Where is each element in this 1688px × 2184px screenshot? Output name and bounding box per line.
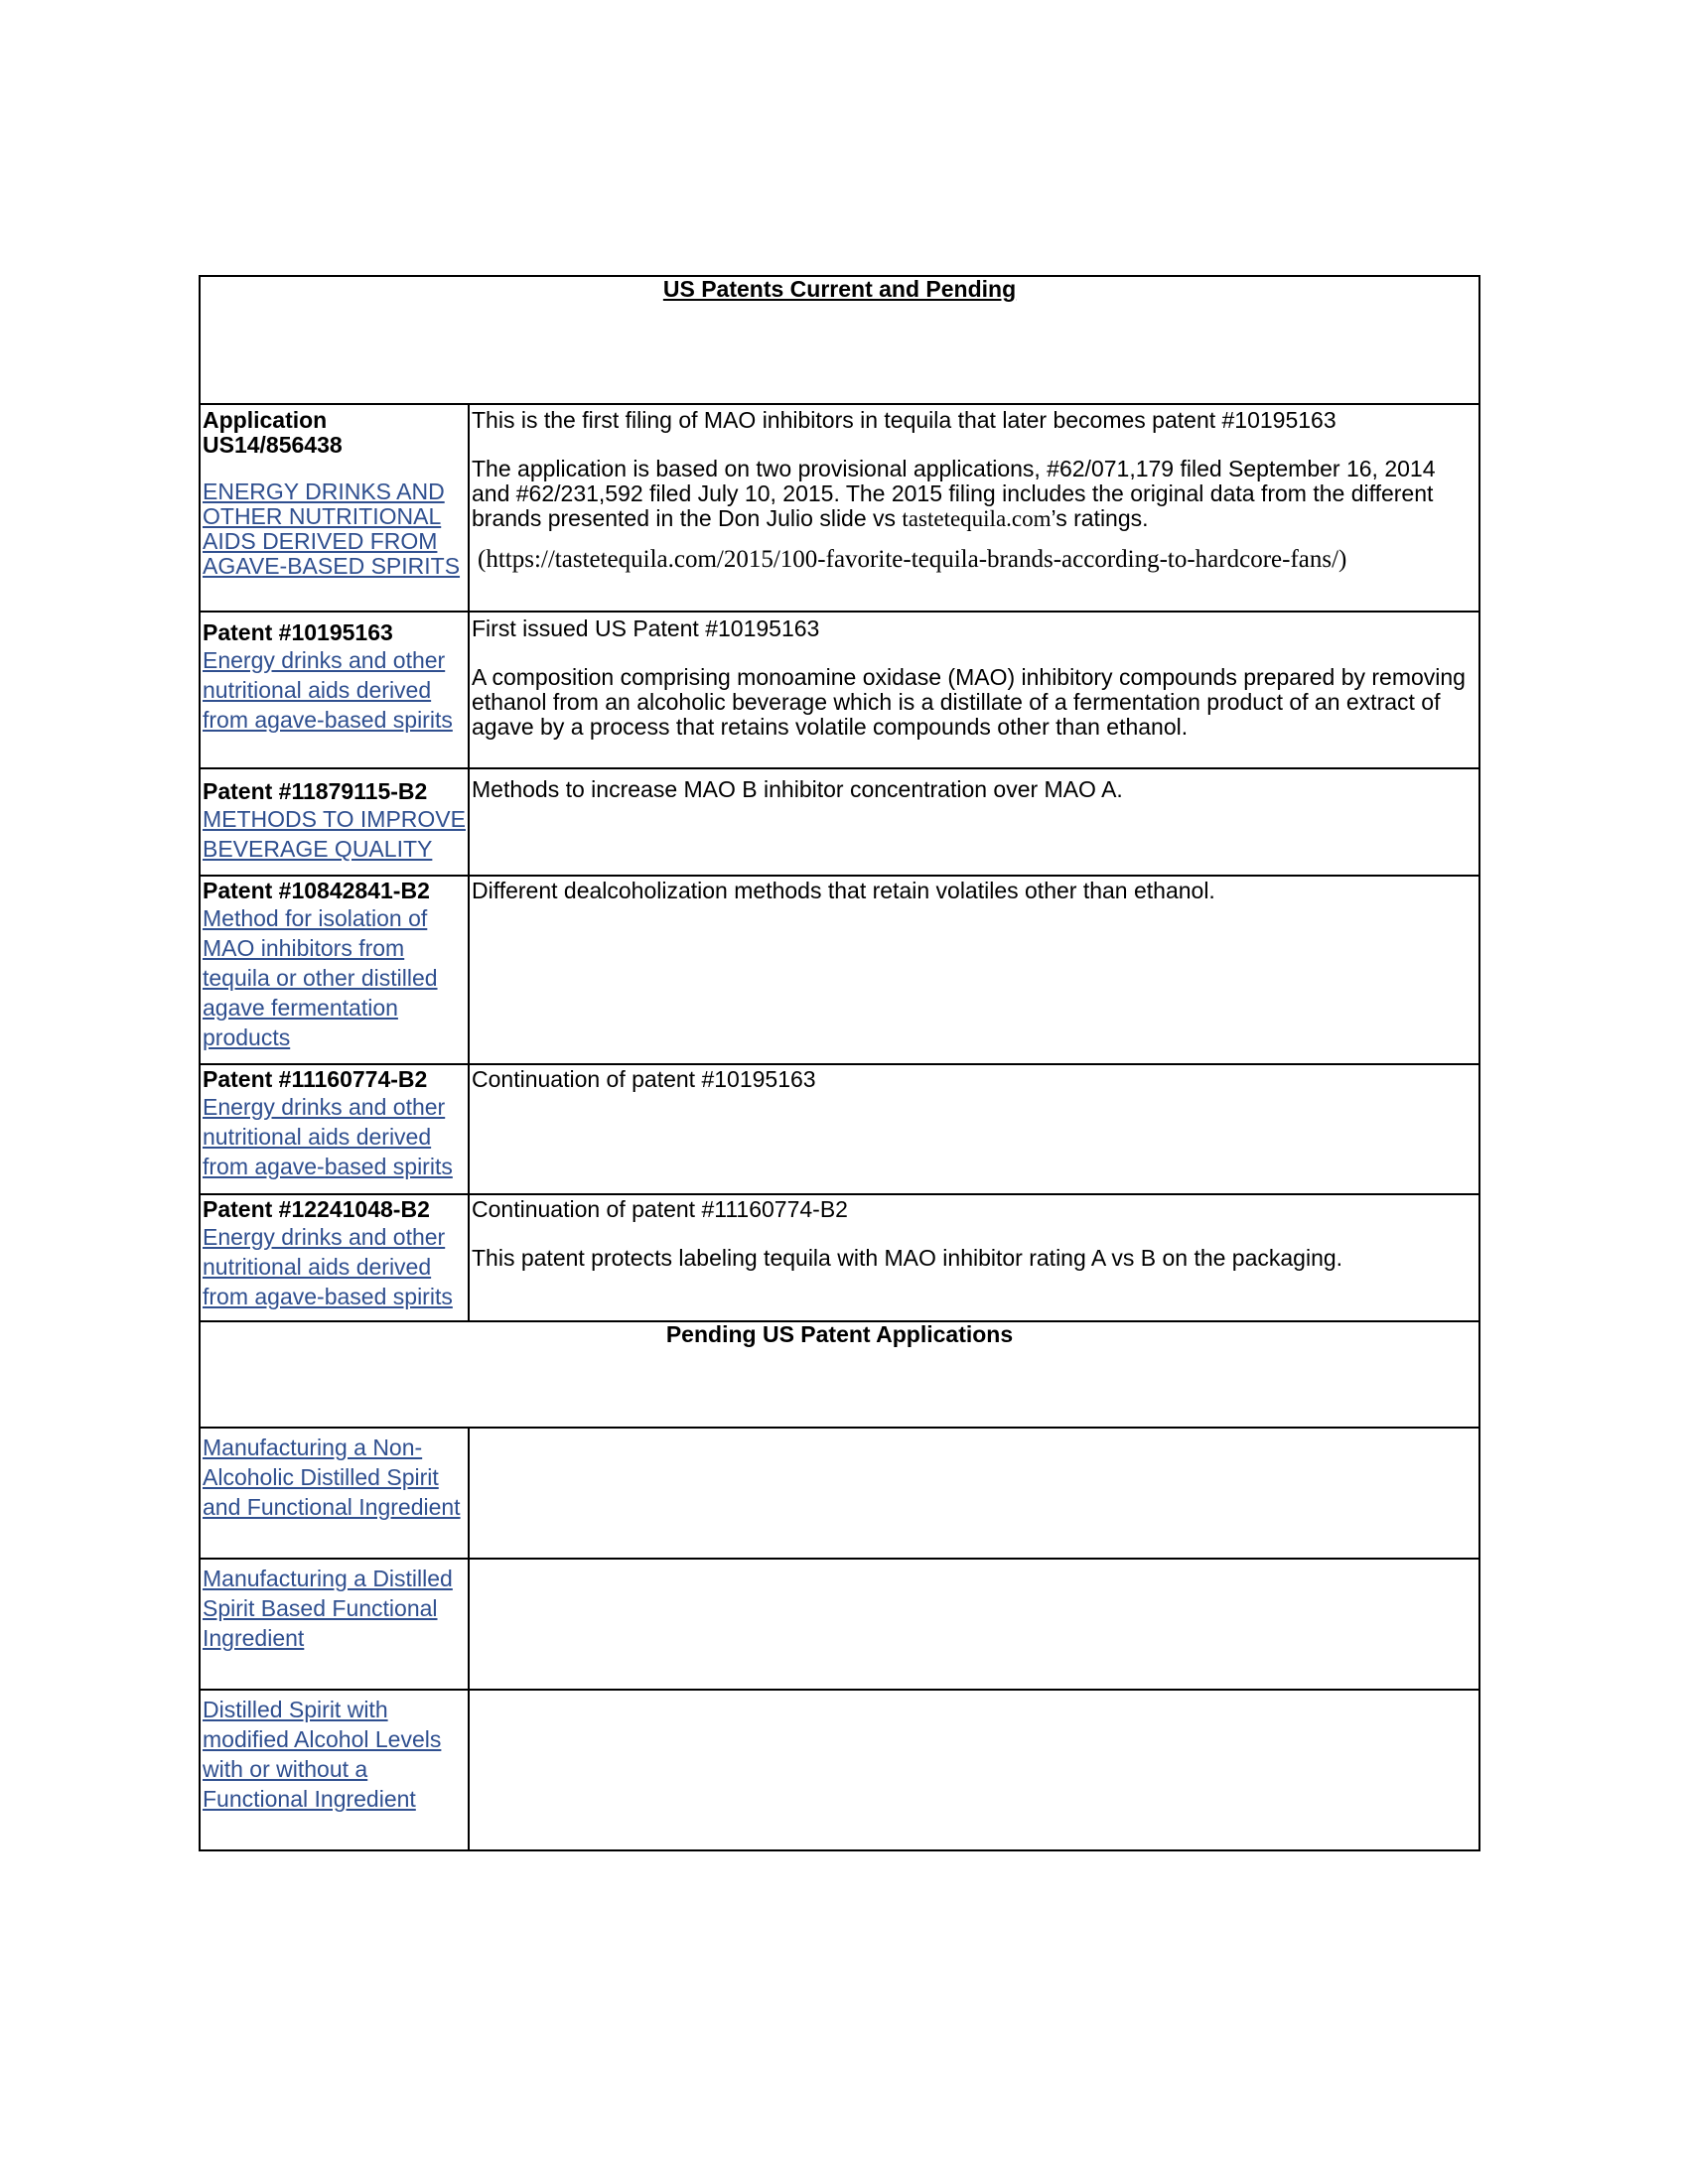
source-url: (https://tastetequila.com/2015/100-favorite-tequila-brands-according-to-hardcore-fans/)	[478, 546, 1347, 573]
patent-id-cell	[200, 612, 469, 768]
description-text-part: The application is based on two provisional applications, #62/071,179 filed September 16, 2014 and #62/231,592 filed July 10, 2015. The 2015 filing includes the original data from the different brands presented in the Don Julio slide vs	[472, 456, 1436, 531]
patent-title-link[interactable]: Energy drinks and other nutritional aids derived from agave-based spirits	[203, 647, 453, 733]
patent-id-cell	[200, 876, 469, 1064]
patent-title-link[interactable]: Energy drinks and other nutritional aids derived from agave-based spirits	[203, 1094, 453, 1179]
patent-description-cell	[469, 1064, 1479, 1194]
patent-description-cell	[469, 1194, 1479, 1321]
patent-id-cell	[200, 1194, 469, 1321]
patent-title-link[interactable]: Method for isolation of MAO inhibitors from tequila or other distilled agave fermentation products	[203, 905, 438, 1050]
patent-id: Patent #10195163	[203, 619, 393, 645]
description-text: Continuation of patent #10195163	[472, 1066, 816, 1092]
section-heading: Pending US Patent Applications	[665, 1321, 1014, 1347]
description-text-part: ’s ratings.	[1051, 505, 1149, 531]
pending-description-cell	[469, 1690, 1479, 1850]
site-name: tastetequila.com	[902, 506, 1052, 531]
section-row	[200, 1321, 1479, 1428]
title-cell	[200, 276, 1479, 404]
patent-id-cell	[200, 768, 469, 876]
description-text	[472, 457, 1477, 531]
description-text: First issued US Patent #10195163	[472, 615, 820, 641]
pending-title-cell	[200, 1559, 469, 1690]
table-row	[200, 1194, 1479, 1321]
description-text: This patent protects labeling tequila with MAO inhibitor rating A vs B on the packaging.	[472, 1245, 1343, 1271]
pending-description-cell	[469, 1559, 1479, 1690]
table-row	[200, 876, 1479, 1064]
pending-application-link[interactable]: Distilled Spirit with modified Alcohol Levels with or without a Functional Ingredient	[203, 1697, 442, 1812]
title-row	[200, 276, 1479, 404]
patent-title-link[interactable]: ENERGY DRINKS AND OTHER NUTRITIONAL AIDS DERIVED FROM AGAVE-BASED SPIRITS	[203, 478, 461, 579]
description-text: This is the first filing of MAO inhibitors in tequila that later becomes patent #10195163	[472, 407, 1336, 433]
patent-description-cell	[469, 876, 1479, 1064]
pending-title-cell	[200, 1690, 469, 1850]
pending-application-link[interactable]: Manufacturing a Distilled Spirit Based Functional Ingredient	[203, 1566, 453, 1651]
table-row	[200, 1559, 1479, 1690]
table-row	[200, 1690, 1479, 1850]
patent-description-cell	[469, 612, 1479, 768]
patent-description-cell	[469, 404, 1479, 612]
table-row	[200, 404, 1479, 612]
section-cell	[200, 1321, 1479, 1428]
patent-title-link[interactable]: METHODS TO IMPROVE BEVERAGE QUALITY	[203, 806, 466, 862]
table-row	[200, 612, 1479, 768]
description-text: Methods to increase MAO B inhibitor concentration over MAO A.	[472, 776, 1123, 802]
patent-id: Patent #10842841-B2	[203, 878, 430, 903]
pending-description-cell	[469, 1428, 1479, 1559]
patent-id-cell	[200, 404, 469, 612]
patent-id-cell	[200, 1064, 469, 1194]
patents-table	[199, 275, 1480, 1851]
patent-id: Application US14/856438	[203, 407, 343, 458]
table-title: US Patents Current and Pending	[662, 276, 1017, 302]
pending-application-link[interactable]: Manufacturing a Non-Alcoholic Distilled Spirit and Functional Ingredient	[203, 1434, 461, 1520]
description-text: A composition comprising monoamine oxidase (MAO) inhibitory compounds prepared by removing ethanol from an alcoholic beverage which is a distillate of a fermentation product of an extract of agave by a process that retains volatile compounds other than ethanol.	[472, 664, 1466, 740]
description-text: Continuation of patent #11160774-B2	[472, 1196, 848, 1222]
table-row	[200, 1428, 1479, 1559]
patent-title-link[interactable]: Energy drinks and other nutritional aids derived from agave-based spirits	[203, 1224, 453, 1309]
pending-title-cell	[200, 1428, 469, 1559]
table-row	[200, 1064, 1479, 1194]
patent-id: Patent #11160774-B2	[203, 1066, 428, 1092]
table-row	[200, 768, 1479, 876]
patent-id: Patent #12241048-B2	[203, 1196, 430, 1222]
patent-description-cell	[469, 768, 1479, 876]
description-text: Different dealcoholization methods that retain volatiles other than ethanol.	[472, 878, 1215, 903]
patent-id: Patent #11879115-B2	[203, 778, 428, 804]
